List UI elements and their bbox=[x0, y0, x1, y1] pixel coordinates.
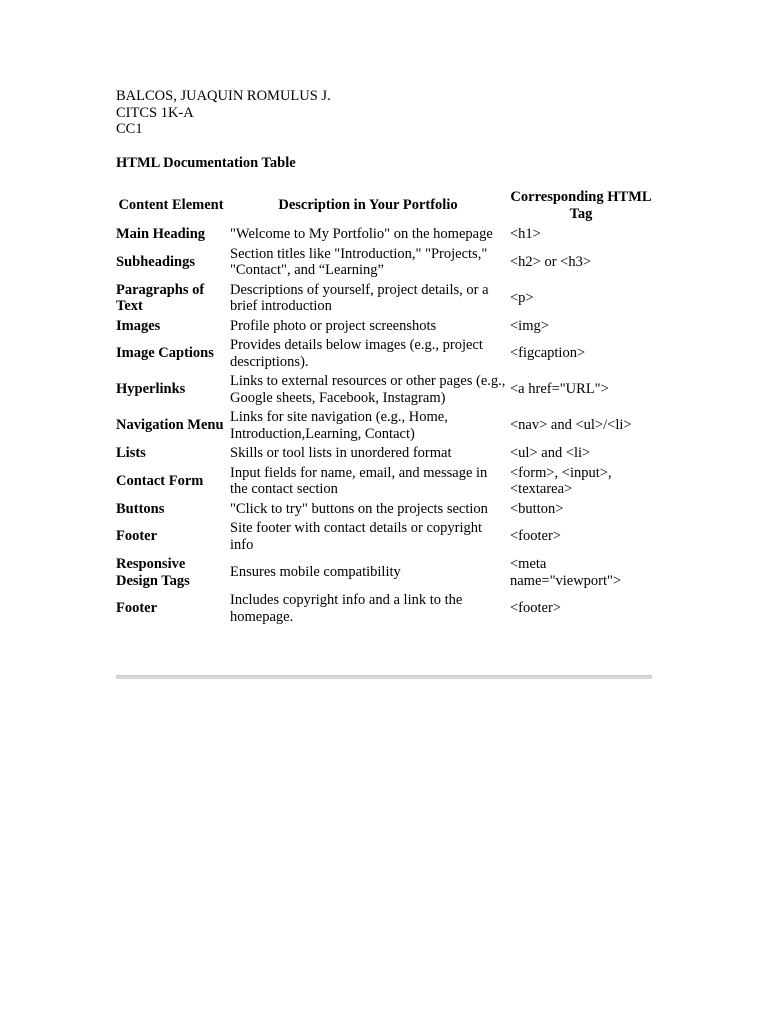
html-tag-cell: <footer> bbox=[510, 528, 561, 545]
table-row bbox=[114, 372, 654, 408]
horizontal-rule bbox=[116, 675, 652, 679]
table-row bbox=[114, 519, 654, 555]
content-element-cell: Images bbox=[116, 317, 161, 334]
table-header-row bbox=[114, 189, 654, 225]
description-cell: Skills or tool lists in unordered format bbox=[230, 445, 452, 461]
html-tag-cell: <a href="URL"> bbox=[510, 381, 609, 398]
html-tag-cell: <ul> and <li> bbox=[510, 445, 591, 461]
table-row bbox=[114, 555, 654, 591]
description-cell: Profile photo or project screenshots bbox=[230, 317, 437, 334]
content-element-cell: Navigation Menu bbox=[116, 417, 224, 434]
description-cell: Links for site navigation (e.g., Home, Introduction,Learning, Contact) bbox=[230, 409, 448, 442]
content-element-cell: Buttons bbox=[116, 500, 165, 517]
table-row bbox=[114, 591, 654, 627]
table-row bbox=[114, 408, 654, 444]
column-header-description: Description in Your Portfolio bbox=[278, 197, 458, 214]
description-cell: Section titles like "Introduction," "Projects," "Contact", and “Learning” bbox=[230, 245, 488, 278]
content-element-cell: Lists bbox=[116, 445, 146, 461]
content-element-cell: Responsive Design Tags bbox=[116, 556, 190, 589]
description-cell: Links to external resources or other pages (e.g., Google sheets, Facebook, Instagram) bbox=[230, 373, 506, 406]
content-element-cell: Main Heading bbox=[116, 226, 206, 242]
document-title: HTML Documentation Table bbox=[116, 155, 296, 171]
description-cell: Input fields for name, email, and message in the contact section bbox=[230, 464, 488, 497]
table-row bbox=[114, 336, 654, 372]
html-tag-cell: <form>, <input>, <textarea> bbox=[510, 464, 612, 497]
table-row bbox=[114, 444, 654, 464]
course-code: CC1 bbox=[116, 121, 143, 137]
student-section: CITCS 1K-A bbox=[116, 104, 194, 121]
table-row bbox=[114, 225, 654, 245]
content-element-cell: Contact Form bbox=[116, 472, 204, 489]
description-cell: Includes copyright info and a link to the homepage. bbox=[230, 592, 463, 625]
description-cell: Descriptions of yourself, project details, or a brief introduction bbox=[230, 281, 489, 314]
table-body bbox=[114, 225, 654, 627]
column-header-content-element: Content Element bbox=[118, 197, 224, 214]
description-cell: Site footer with contact details or copyright info bbox=[230, 520, 483, 553]
html-tag-cell: <p> bbox=[510, 289, 534, 306]
description-cell: "Welcome to My Portfolio" on the homepage bbox=[230, 226, 493, 242]
student-name: BALCOS, JUAQUIN ROMULUS J. bbox=[116, 88, 331, 104]
table-row bbox=[114, 464, 654, 500]
description-cell: Provides details below images (e.g., project descriptions). bbox=[230, 337, 483, 370]
content-element-cell: Hyperlinks bbox=[116, 381, 186, 398]
documentation-table bbox=[114, 189, 654, 627]
html-tag-cell: <figcaption> bbox=[510, 345, 586, 362]
html-tag-cell: <meta name="viewport"> bbox=[510, 556, 622, 589]
table-row bbox=[114, 245, 654, 281]
column-header-html-tag: Corresponding HTML Tag bbox=[510, 189, 652, 222]
html-tag-cell: <footer> bbox=[510, 600, 561, 617]
description-cell: "Click to try" buttons on the projects section bbox=[230, 500, 488, 517]
table-row bbox=[114, 317, 654, 337]
content-element-cell: Footer bbox=[116, 528, 158, 545]
html-tag-cell: <img> bbox=[510, 317, 549, 334]
content-element-cell: Subheadings bbox=[116, 253, 195, 270]
document-header bbox=[116, 88, 331, 138]
description-cell: Ensures mobile compatibility bbox=[230, 564, 401, 581]
table-row bbox=[114, 500, 654, 520]
html-tag-cell: <nav> and <ul>/<li> bbox=[510, 417, 632, 434]
html-tag-cell: <h1> bbox=[510, 226, 541, 242]
content-element-cell: Footer bbox=[116, 600, 158, 617]
content-element-cell: Paragraphs of Text bbox=[116, 281, 205, 314]
content-element-cell: Image Captions bbox=[116, 345, 214, 362]
html-tag-cell: <button> bbox=[510, 500, 564, 517]
html-tag-cell: <h2> or <h3> bbox=[510, 253, 592, 270]
table-row bbox=[114, 281, 654, 317]
